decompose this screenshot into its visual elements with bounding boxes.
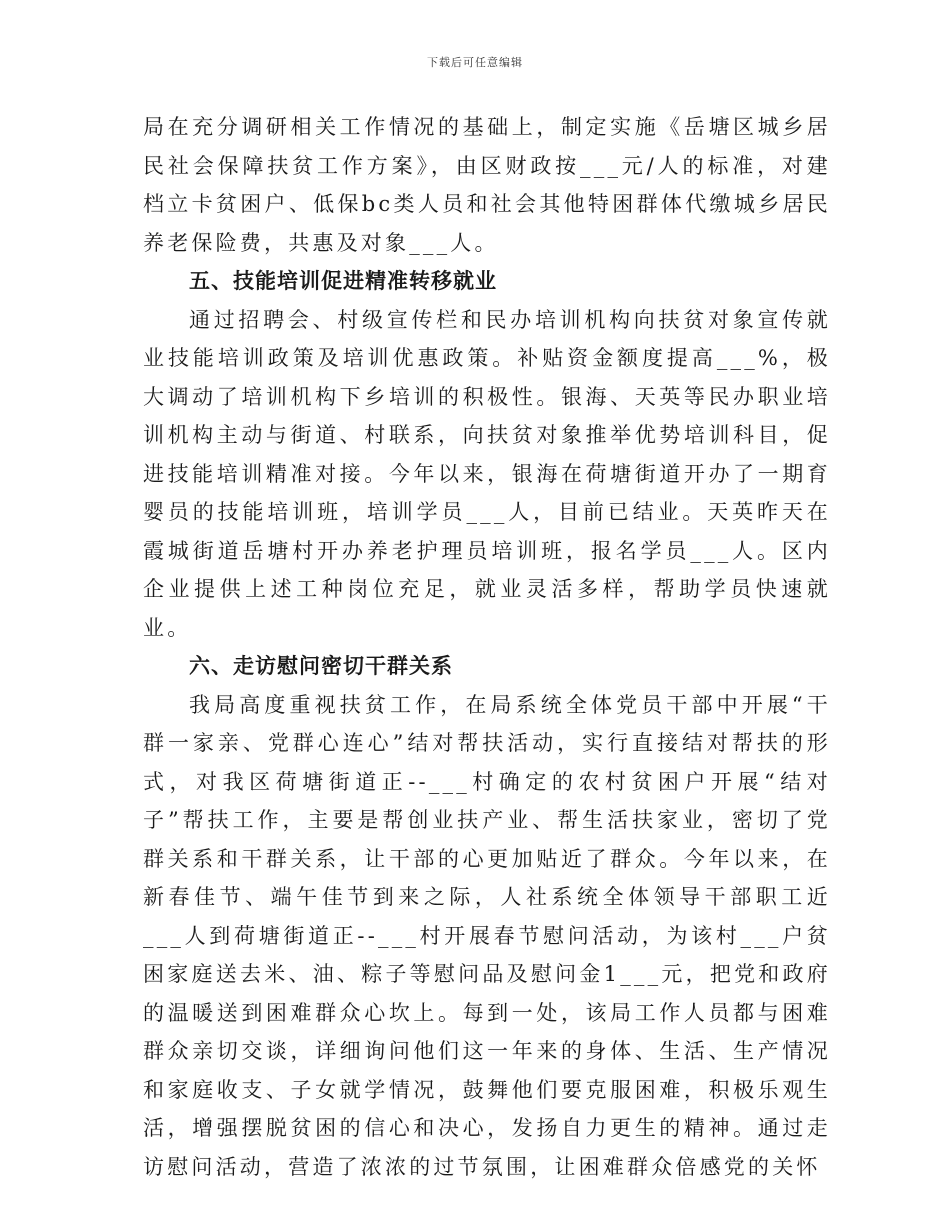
paragraph-social-security: 局在充分调研相关工作情况的基础上，制定实施《岳塘区城乡居民社会保障扶贫工作方案》，由区财政按___元/人的标准，对建档立卡贫困户、低保bc类人员和社会其他特困群体代缴城乡居民养老保险费，共惠及对象___人。 (143, 115, 831, 255)
paragraph-visits: 我局高度重视扶贫工作，在局系统全体党员干部中开展“干群一家亲、党群心连心”结对帮扶活动，实行直接结对帮扶的形式，对我区荷塘街道正--___村确定的农村贫困户开展“结对子”帮扶工作，主要是帮创业扶产业、帮生活扶家业，密切了党群关系和干群关系，让干部的心更加贴近了群众。今年以来，在新春佳节、端午佳节到来之际，人社系统全体领导干部职工近___人到荷塘街道正--___村开展春节慰问活动，为该村___户贫困家庭送去米、油、粽子等慰问品及慰问金1___元，把党和政府的温暖送到困难群众心坎上。每到一处，该局工作人员都与困难群众亲切交谈，详细询问他们这一年来的身体、生活、生产情况和家庭收支、子女就学情况，鼓舞他们要克服困难，积极乐观生活，增强摆脱贫困的信心和决心，发扬自力更生的精神。通过走访慰问活动，营造了浓浓的过节氛围，让困难群众倍感党的关怀 (143, 692, 831, 1179)
paragraph-skills-training: 通过招聘会、村级宣传栏和民办培训机构向扶贫对象宣传就业技能培训政策及培训优惠政策。补贴资金额度提高___%，极大调动了培训机构下乡培训的积极性。银海、天英等民办职业培训机构主动与街道、村联系，向扶贫对象推举优势培训科目，促进技能培训精准对接。今年以来，银海在荷塘街道开办了一期育婴员的技能培训班，培训学员___人，目前已结业。天英昨天在霞城街道岳塘村开办养老护理员培训班，报名学员___人。区内企业提供上述工种岗位充足，就业灵活多样，帮助学员快速就业。 (143, 307, 831, 640)
document-body (143, 108, 831, 1186)
section-heading-visits: 六、走访慰问密切干群关系 (189, 653, 453, 678)
section-heading-skills-training: 五、技能培训促进精准转移就业 (189, 268, 497, 293)
page-header: 下载后可任意编辑 (427, 56, 523, 69)
